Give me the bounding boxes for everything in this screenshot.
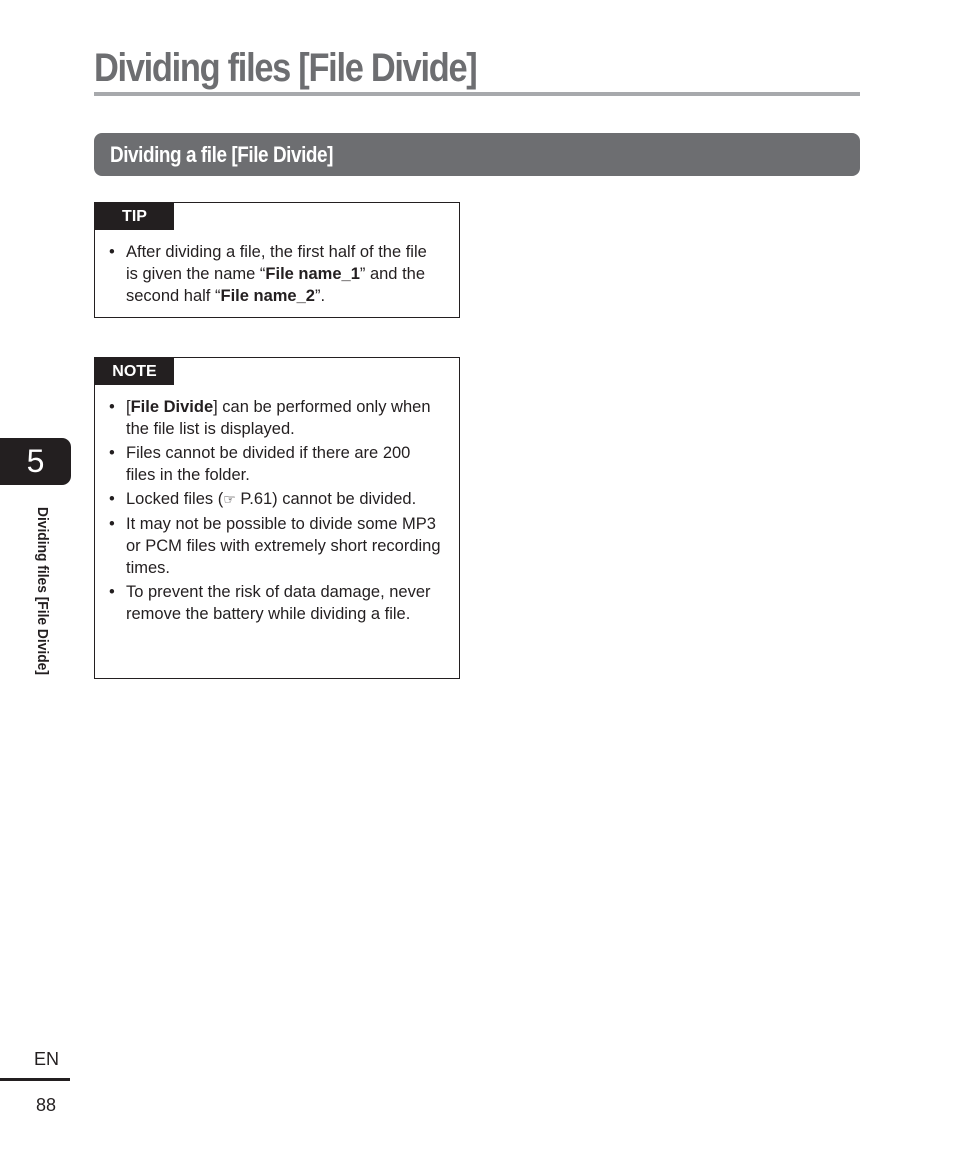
text: ” and the second half “ xyxy=(126,265,426,305)
text: Locked files ( xyxy=(126,490,224,508)
note-label: NOTE xyxy=(95,358,174,385)
note-item xyxy=(109,396,443,440)
text: [ xyxy=(126,398,131,416)
tip-box xyxy=(94,202,460,318)
tip-list xyxy=(109,241,443,309)
section-title: Dividing a file [File Divide] xyxy=(110,142,334,167)
section-header xyxy=(94,133,860,176)
note-item xyxy=(109,513,443,579)
note-item xyxy=(109,488,443,511)
bullet: • xyxy=(109,515,115,533)
page-reference: P.61) cannot be divided. xyxy=(235,490,417,508)
chapter-tab: 5 xyxy=(0,438,71,485)
text: After dividing a file, the first half of the file is given the name “ xyxy=(126,243,427,283)
bold-term: File name_1 xyxy=(265,265,360,283)
note-box xyxy=(94,357,460,679)
title-underline xyxy=(94,92,860,96)
bullet: • xyxy=(109,398,115,416)
page-title: Dividing files [File Divide] xyxy=(94,46,477,90)
text: To prevent the risk of data damage, never remove the battery while dividing a file. xyxy=(126,583,431,623)
language-label: EN xyxy=(34,1049,60,1069)
bullet: • xyxy=(109,583,115,601)
text: ] can be performed only when the file list is displayed. xyxy=(126,398,431,438)
bullet: • xyxy=(109,243,115,261)
tip-item xyxy=(109,241,443,307)
bold-term: File name_2 xyxy=(220,287,315,305)
note-item xyxy=(109,442,443,486)
footer-divider xyxy=(0,1078,70,1081)
text: Files cannot be divided if there are 200 files in the folder. xyxy=(126,444,411,484)
bullet: • xyxy=(109,490,115,508)
bold-term: File Divide xyxy=(130,398,214,416)
note-item xyxy=(109,581,443,625)
text: It may not be possible to divide some MP3 or PCM files with extremely short recording times. xyxy=(126,515,441,577)
page-number: 88 xyxy=(36,1095,57,1115)
text: ”. xyxy=(314,287,326,305)
pointing-hand-icon: ☞ xyxy=(223,492,236,508)
tip-label: TIP xyxy=(95,203,174,230)
side-chapter-label: Dividing files [File Divide] xyxy=(34,507,51,675)
note-list xyxy=(109,396,443,627)
bullet: • xyxy=(109,444,115,462)
